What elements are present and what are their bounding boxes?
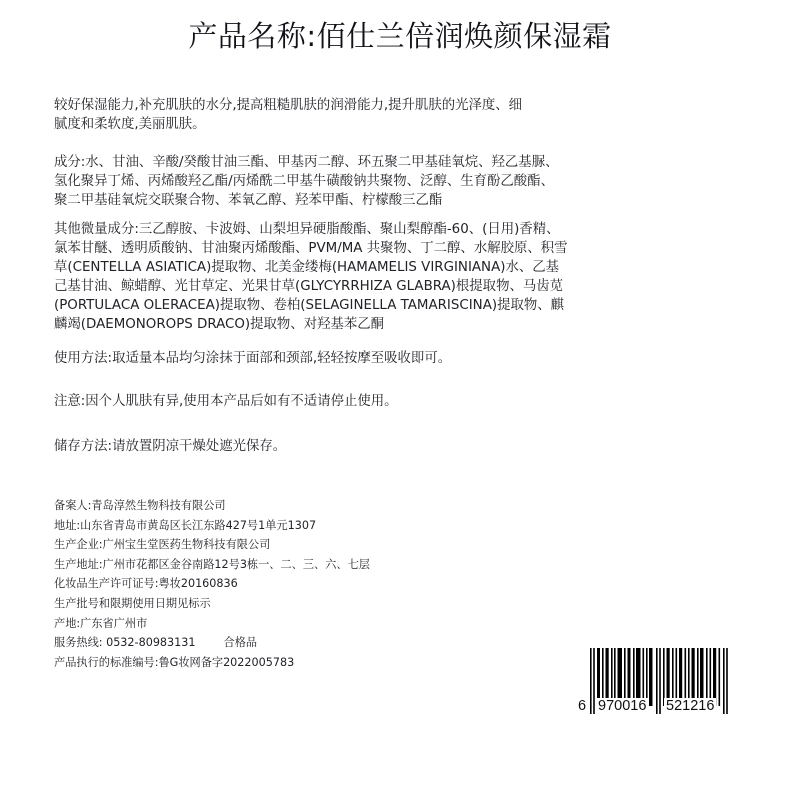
ingredients-line: 氢化聚异丁烯、丙烯酸羟乙酯/丙烯酰二甲基牛磺酸钠共聚物、泛醇、生育酚乙酸酯、: [54, 174, 554, 189]
manufacturer-info: [54, 496, 474, 672]
usage-section: [54, 349, 754, 368]
manufacturer-line: 生产企业:广州宝生堂医药生物科技有限公司: [54, 538, 271, 552]
ingredients-line: 成分:水、甘油、辛酸/癸酸甘油三酯、甲基丙二醇、环五聚二甲基硅氧烷、羟乙基脲、: [54, 155, 559, 170]
barcode: [578, 648, 740, 740]
caution-text: 注意:因个人肌肤有异,使用本产品后如有不适请停止使用。: [54, 394, 398, 409]
storage-section: [54, 437, 754, 456]
trace-ingredients-section: [54, 220, 754, 334]
trace-ingredients-line: 其他微量成分:三乙醇胺、卡波姆、山梨坦异硬脂酸酯、聚山梨醇酯-60、(日用)香精、: [54, 222, 560, 237]
trace-ingredients-line: 麟竭(DAEMONOROPS DRACO)提取物、对羟基苯乙酮: [54, 317, 385, 332]
description-section: [54, 96, 754, 134]
description-line: 较好保湿能力,补充肌肤的水分,提高粗糙肌肤的润滑能力,提升肌肤的光泽度、细: [54, 98, 523, 113]
filer-line: 备案人:青岛淳然生物科技有限公司: [54, 499, 226, 512]
standard-line: 产品执行的标准编号:鲁G妆网备字2022005783: [54, 655, 295, 669]
ingredients-section: [54, 153, 754, 210]
barcode-right-group: 521216: [666, 698, 715, 714]
barcode-first-digit: 6: [578, 698, 587, 714]
trace-ingredients-line: 己基甘油、鲸蜡醇、光甘草定、光果甘草(GLYCYRRHIZA GLABRA)根提取物、马齿苋: [54, 279, 564, 294]
trace-ingredients-line: 草(CENTELLA ASIATICA)提取物、北美金缕梅(HAMAMELIS VIRGINIANA)水、乙基: [54, 260, 560, 275]
batch-line: 生产批号和限期使用日期见标示: [54, 596, 211, 610]
license-line: 化妆品生产许可证号:粤妆20160836: [54, 577, 238, 591]
barcode-left-group: 970016: [598, 698, 647, 714]
usage-text: 使用方法:取适量本品均匀涂抹于面部和颈部,轻轻按摩至吸收即可。: [54, 351, 452, 366]
barcode-digits: [578, 698, 740, 720]
address-line: 地址:山东省青岛市黄岛区长江东路427号1单元1307: [54, 518, 317, 532]
qualified-badge: 合格品: [223, 636, 258, 650]
hotline-row: [54, 633, 474, 653]
caution-section: [54, 392, 754, 411]
description-line: 腻度和柔软度,美丽肌肤。: [54, 117, 206, 132]
hotline-text: 服务热线: 0532-80983131: [54, 636, 196, 650]
production-address-line: 生产地址:广州市花都区金谷南路12号3栋一、二、三、六、七层: [54, 557, 370, 571]
ingredients-line: 聚二甲基硅氧烷交联聚合物、苯氧乙醇、羟苯甲酯、柠檬酸三乙酯: [54, 193, 443, 208]
storage-text: 储存方法:请放置阴凉干燥处遮光保存。: [54, 439, 287, 454]
trace-ingredients-line: (PORTULACA OLERACEA)提取物、卷柏(SELAGINELLA TAMARISCINA)提取物、麒: [54, 298, 565, 313]
product-name-title: 产品名称:佰仕兰倍润焕颜保湿霜: [188, 19, 612, 53]
trace-ingredients-line: 氯苯甘醚、透明质酸钠、甘油聚丙烯酸酯、PVM/MA 共聚物、丁二醇、水解胶原、积雪: [54, 241, 568, 256]
origin-line: 产地:广东省广州市: [54, 616, 148, 630]
